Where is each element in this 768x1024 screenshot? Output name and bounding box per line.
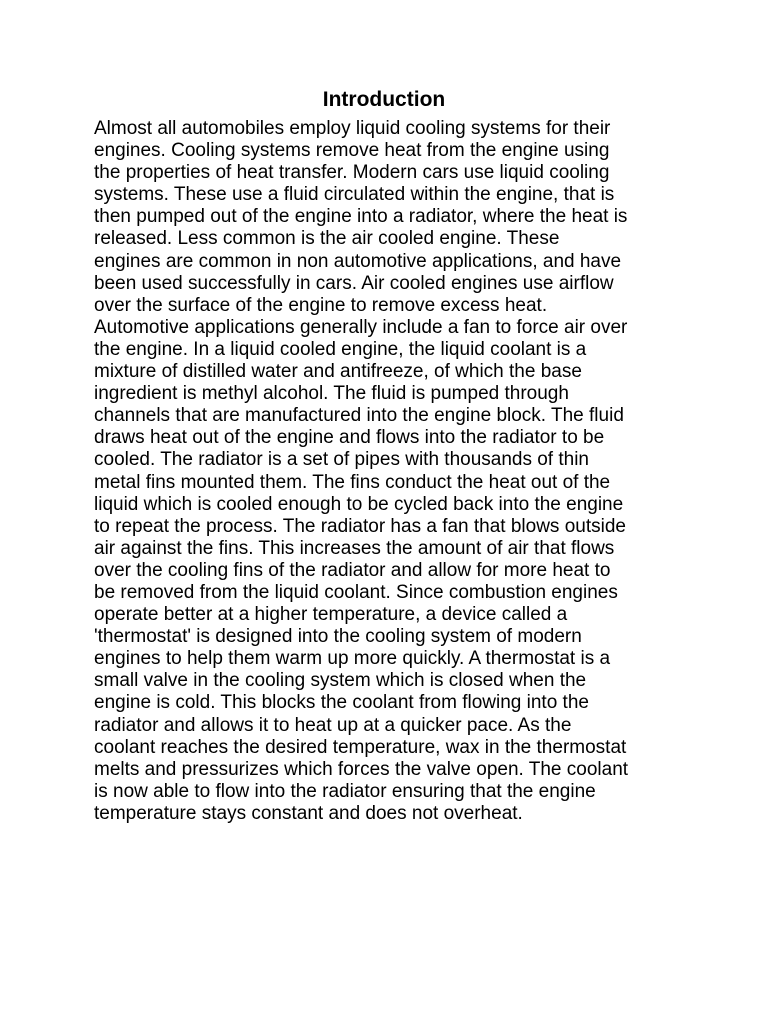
text-line: operate better at a higher temperature, a device called a — [94, 604, 568, 626]
text-line: Automotive applications generally include a fan to force air over — [94, 316, 628, 338]
text-line: Almost all automobiles employ liquid cooling systems for their — [94, 118, 611, 139]
text-line: air against the fins. This increases the amount of air that flows — [94, 537, 615, 559]
text-line: the engine. In a liquid cooled engine, the liquid coolant is a — [94, 338, 587, 360]
text-line: draws heat out of the engine and flows into the radiator to be — [94, 427, 605, 449]
text-line: the properties of heat transfer. Modern cars use liquid cooling — [94, 162, 610, 184]
text-line: over the cooling fins of the radiator and allow for more heat to — [94, 559, 611, 581]
text-line: cooled. The radiator is a set of pipes with thousands of thin — [94, 449, 590, 471]
text-line: over the surface of the engine to remove excess heat. — [94, 294, 548, 316]
text-line: engines to help them warm up more quickly. A thermostat is a — [94, 648, 611, 670]
text-line: to repeat the process. The radiator has a fan that blows outside — [94, 515, 626, 537]
text-line: then pumped out of the engine into a radiator, where the heat is — [94, 206, 628, 228]
text-line: 'thermostat' is designed into the cooling system of modern — [94, 626, 582, 648]
document-title: Introduction — [322, 88, 446, 111]
text-line: be removed from the liquid coolant. Since combustion engines — [94, 581, 618, 603]
text-line: released. Less common is the air cooled engine. These — [94, 228, 560, 250]
text-line: liquid which is cooled enough to be cycled back into the engine — [94, 493, 624, 515]
text-line: temperature stays constant and does not overheat. — [94, 802, 523, 824]
text-line: engine is cold. This blocks the coolant from flowing into the — [94, 692, 589, 714]
text-line: engines. Cooling systems remove heat from the engine using — [94, 140, 610, 162]
text-line: is now able to flow into the radiator ensuring that the engine — [94, 780, 596, 802]
text-line: melts and pressurizes which forces the valve open. The coolant — [94, 758, 629, 780]
text-line: engines are common in non automotive applications, and have — [94, 250, 622, 272]
text-line: radiator and allows it to heat up at a quicker pace. As the — [94, 714, 572, 736]
text-line: metal fins mounted them. The fins conduct the heat out of the — [94, 471, 611, 493]
body-paragraph — [94, 118, 714, 825]
text-line: coolant reaches the desired temperature, wax in the thermostat — [94, 736, 627, 758]
text-line: systems. These use a fluid circulated within the engine, that is — [94, 184, 615, 206]
text-line: been used successfully in cars. Air cooled engines use airflow — [94, 272, 614, 294]
text-line: small valve in the cooling system which is closed when the — [94, 670, 587, 692]
text-line: ingredient is methyl alcohol. The fluid is pumped through — [94, 383, 569, 405]
text-line: channels that are manufactured into the engine block. The fluid — [94, 405, 624, 427]
text-line: mixture of distilled water and antifreeze, of which the base — [94, 361, 582, 383]
